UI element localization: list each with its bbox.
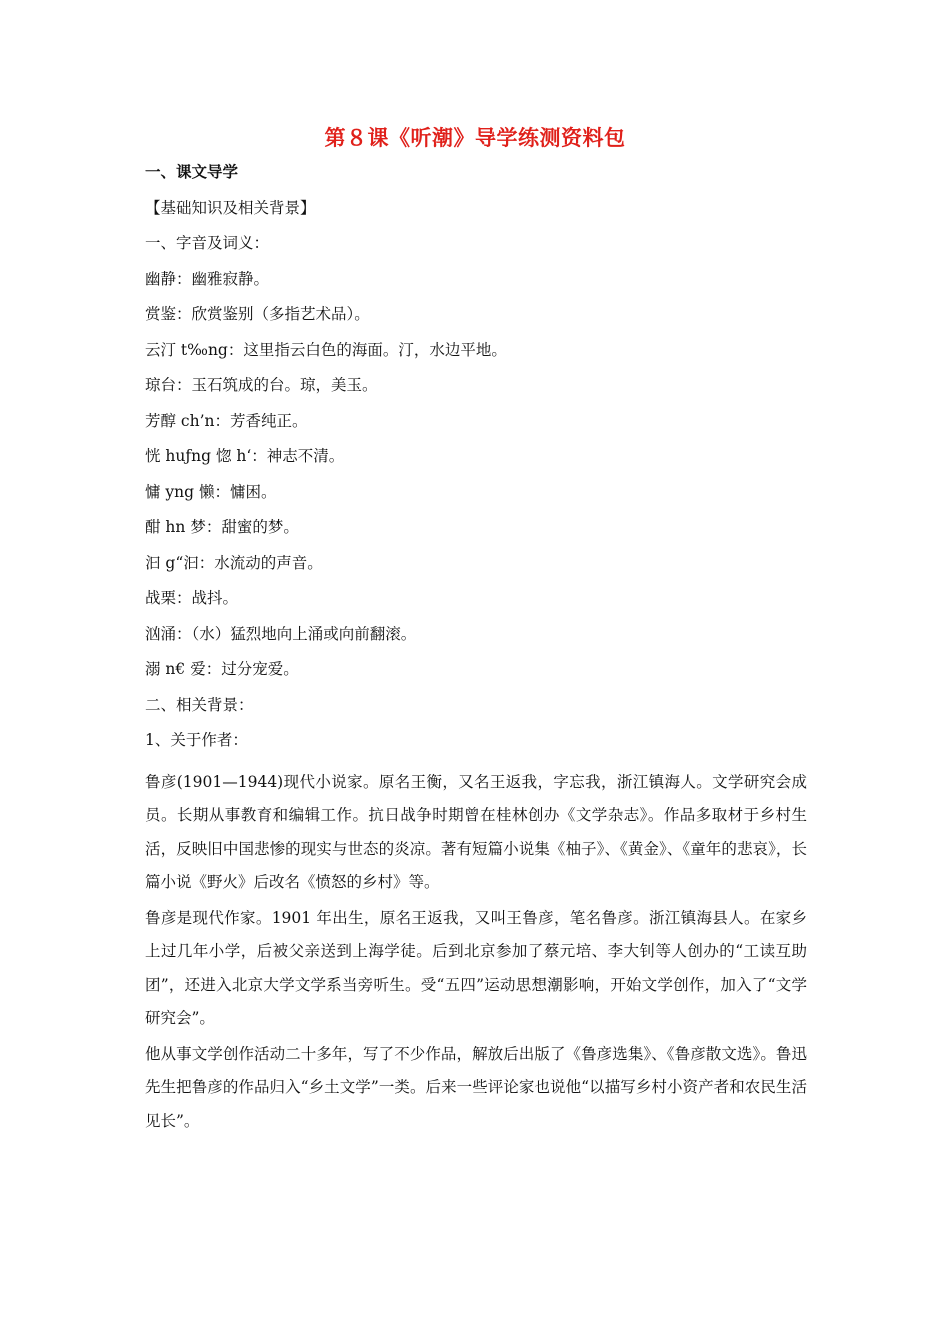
background-heading: 二、相关背景： <box>145 695 254 714</box>
basic-knowledge-heading: 【基础知识及相关背景】 <box>145 198 316 217</box>
vocab-item: 恍 huƒng 惚 h‘：神志不清。 <box>145 447 345 465</box>
vocab-item: 汩 g“汩：水流动的声音。 <box>145 553 323 572</box>
vocab-item: 战栗：战抖。 <box>145 589 239 607</box>
vocab-item: 酣 h​n 梦：甜蜜的梦。 <box>145 518 299 536</box>
document-body <box>145 162 807 1138</box>
vocab-item: 幽静：幽雅寂静。 <box>145 269 270 288</box>
vocab-item: 慵 yng 懒：慵困。 <box>145 482 277 501</box>
author-paragraph: 鲁彦是现代作家。1901 年出生，原名王返我，又叫王鲁彦，笔名鲁彦。浙江镇海县人。在家乡上过几年小学，后被父亲送到上海学徒。后到北京参加了蔡元培、李大钊等人创办的“工读互助团”，还进入北京大学文学系当旁听生。受“五四”运动思想潮影响，开始文学创作，加入了“文学研究会”。 <box>145 908 807 1027</box>
author-heading: 1、关于作者： <box>145 731 248 749</box>
section-heading-guide: 一、课文导学 <box>145 163 239 181</box>
author-paragraph: 鲁彦(1901—1944)现代小说家。原名王衡，又名王返我，字忘我，浙江镇海人。文学研究会成员。长期从事教育和编辑工作。抗日战争时期曾在桂林创办《文学杂志》。作品多取材于乡村生活，反映旧中国悲惨的现实与世态的炎凉。著有短篇小说集《柚子》、《黄金》、《童年的悲哀》，长篇小说《野火》后改名《愤怒的乡村》等。 <box>145 772 807 891</box>
pronunciation-heading: 一、字音及词义： <box>145 234 270 252</box>
vocab-item: 芳醇 ch’n：芳香纯正。 <box>145 411 308 430</box>
vocab-item: 赏鉴：欣赏鉴别（多指艺术品）。 <box>145 305 370 323</box>
document-title: 第８课《听潮》导学练测资料包 <box>324 126 626 150</box>
author-paragraph: 他从事文学创作活动二十多年，写了不少作品，解放后出版了《鲁彦选集》、《鲁彦散文选》。鲁迅先生把鲁彦的作品归入“乡土文学”一类。后来一些评论家也说他“以描写乡村小资产者和农民生活见长”。 <box>145 1044 807 1130</box>
vocab-item: 云汀 t‰ng：这里指云白色的海面。汀，水边平地。 <box>145 340 507 359</box>
vocab-item: 琼台：玉石筑成的台。琼，美玉。 <box>145 376 378 394</box>
vocab-item: 汹涌：（水）猛烈地向上涌或向前翻滚。 <box>145 624 417 643</box>
vocab-item: 溺 n€ 爱：过分宠爱。 <box>145 660 299 678</box>
